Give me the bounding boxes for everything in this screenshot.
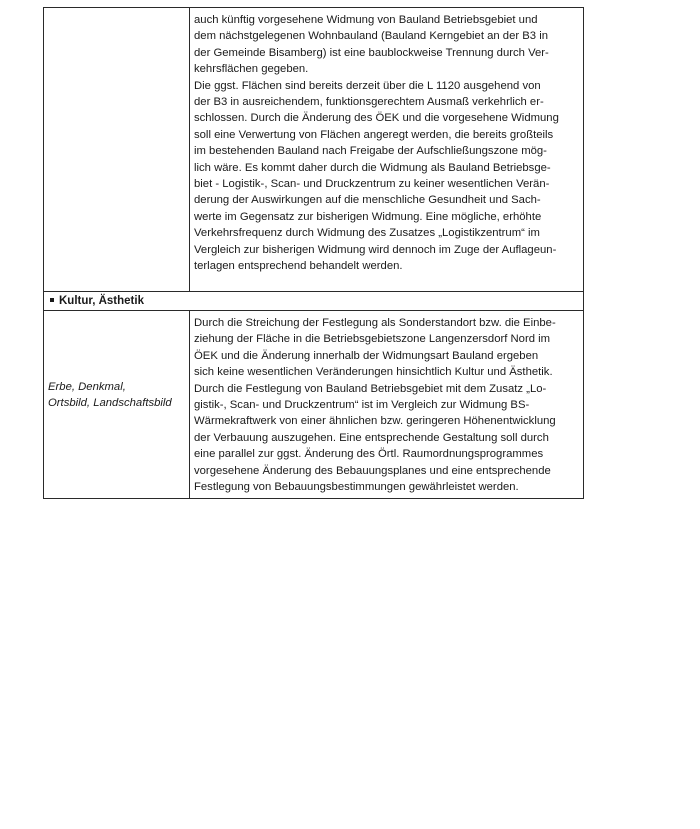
- text-line: lich wäre. Es kommt daher durch die Widmung als Bauland Betriebsge-: [194, 161, 551, 174]
- text-line: im bestehenden Bauland nach Freigabe der Aufschließungszone mög-: [194, 145, 547, 158]
- row-label: [48, 379, 172, 412]
- text-line: auch künftig vorgesehene Widmung von Bauland Betriebsgebiet und: [194, 14, 538, 26]
- section-heading-row: [43, 291, 584, 311]
- content-cell-health: [190, 8, 583, 291]
- label-cell-empty: [44, 8, 190, 291]
- text-line: kehrsflächen gegeben.: [194, 63, 309, 76]
- text-line: derung der Auswirkungen auf die menschliche Gesundheit und Sach-: [194, 194, 541, 207]
- text-line: terlagen entsprechend behandelt werden.: [194, 260, 403, 273]
- text-line: der Gemeinde Bisamberg) ist eine baublockweise Trennung durch Ver-: [194, 46, 549, 59]
- text-line: sich keine wesentlichen Veränderungen hinsichtlich Kultur und Ästhetik.: [194, 366, 553, 379]
- text-line: vorgesehene Änderung des Bebauungsplanes und eine entsprechende: [194, 464, 551, 477]
- text-line: ÖEK und die Änderung innerhalb der Widmungsart Bauland ergeben: [194, 349, 539, 362]
- paragraph-health: [190, 8, 583, 275]
- content-cell-culture: [190, 311, 583, 498]
- text-line: ziehung der Fläche in die Betriebsgebietszone Langenzersdorf Nord im: [194, 333, 551, 346]
- text-line: gistik-, Scan- und Druckzentrum“ ist im Vergleich zur Widmung BS-: [194, 399, 530, 412]
- document-table: [43, 7, 584, 499]
- table-row-health: [43, 7, 584, 292]
- text-line: dem nächstgelegenen Wohnbauland (Bauland Kerngebiet an der B3 in: [194, 30, 549, 43]
- text-line: Durch die Festlegung von Bauland Betriebsgebiet mit dem Zusatz „Lo-: [194, 382, 547, 395]
- text-line: Verkehrsfrequenz durch Widmung des Zusatzes „Logistikzentrum“ im: [194, 227, 540, 240]
- text-line: Die ggst. Flächen sind bereits derzeit über die L 1120 ausgehend von: [194, 79, 541, 92]
- bullet-square-icon: [50, 298, 54, 302]
- text-line: Festlegung von Bebauungsbestimmungen gewährleistet werden.: [194, 481, 519, 494]
- paragraph-culture: [190, 311, 583, 495]
- text-line: der Verbauung auszugehen. Eine entsprechende Gestaltung soll durch: [194, 431, 549, 444]
- text-line: soll eine Verwertung von Flächen angeregt werden, die bereits großteils: [194, 128, 554, 141]
- text-line: biet - Logistik-, Scan- und Druckzentrum zu keiner wesentlichen Verän-: [194, 178, 550, 191]
- table-row-culture: [43, 310, 584, 499]
- text-line: schlossen. Durch die Änderung des ÖEK und die vorgesehene Widmung: [194, 112, 559, 125]
- section-heading: [44, 292, 583, 307]
- row-label-line: Ortsbild, Landschaftsbild: [48, 397, 172, 410]
- text-line: der B3 in ausreichendem, funktionsgerechtem Ausmaß verkehrlich er-: [194, 96, 544, 109]
- text-line: Durch die Streichung der Festlegung als Sonderstandort bzw. die Einbe-: [194, 317, 556, 329]
- text-line: eine parallel zur ggst. Änderung des Örtl. Raumordnungsprogrammes: [194, 448, 544, 461]
- label-cell-culture: [44, 311, 190, 498]
- section-heading-text: Kultur, Ästhetik: [59, 295, 144, 307]
- row-label-line: Erbe, Denkmal,: [48, 381, 126, 393]
- text-line: Vergleich zur bisherigen Widmung wird dennoch im Zuge der Auflageun-: [194, 243, 557, 256]
- text-line: werte im Gegensatz zur bisherigen Widmung. Eine mögliche, erhöhte: [194, 210, 542, 223]
- text-line: Wärmekraftwerk von einer ähnlichen bzw. geringeren Höhenentwicklung: [194, 415, 556, 428]
